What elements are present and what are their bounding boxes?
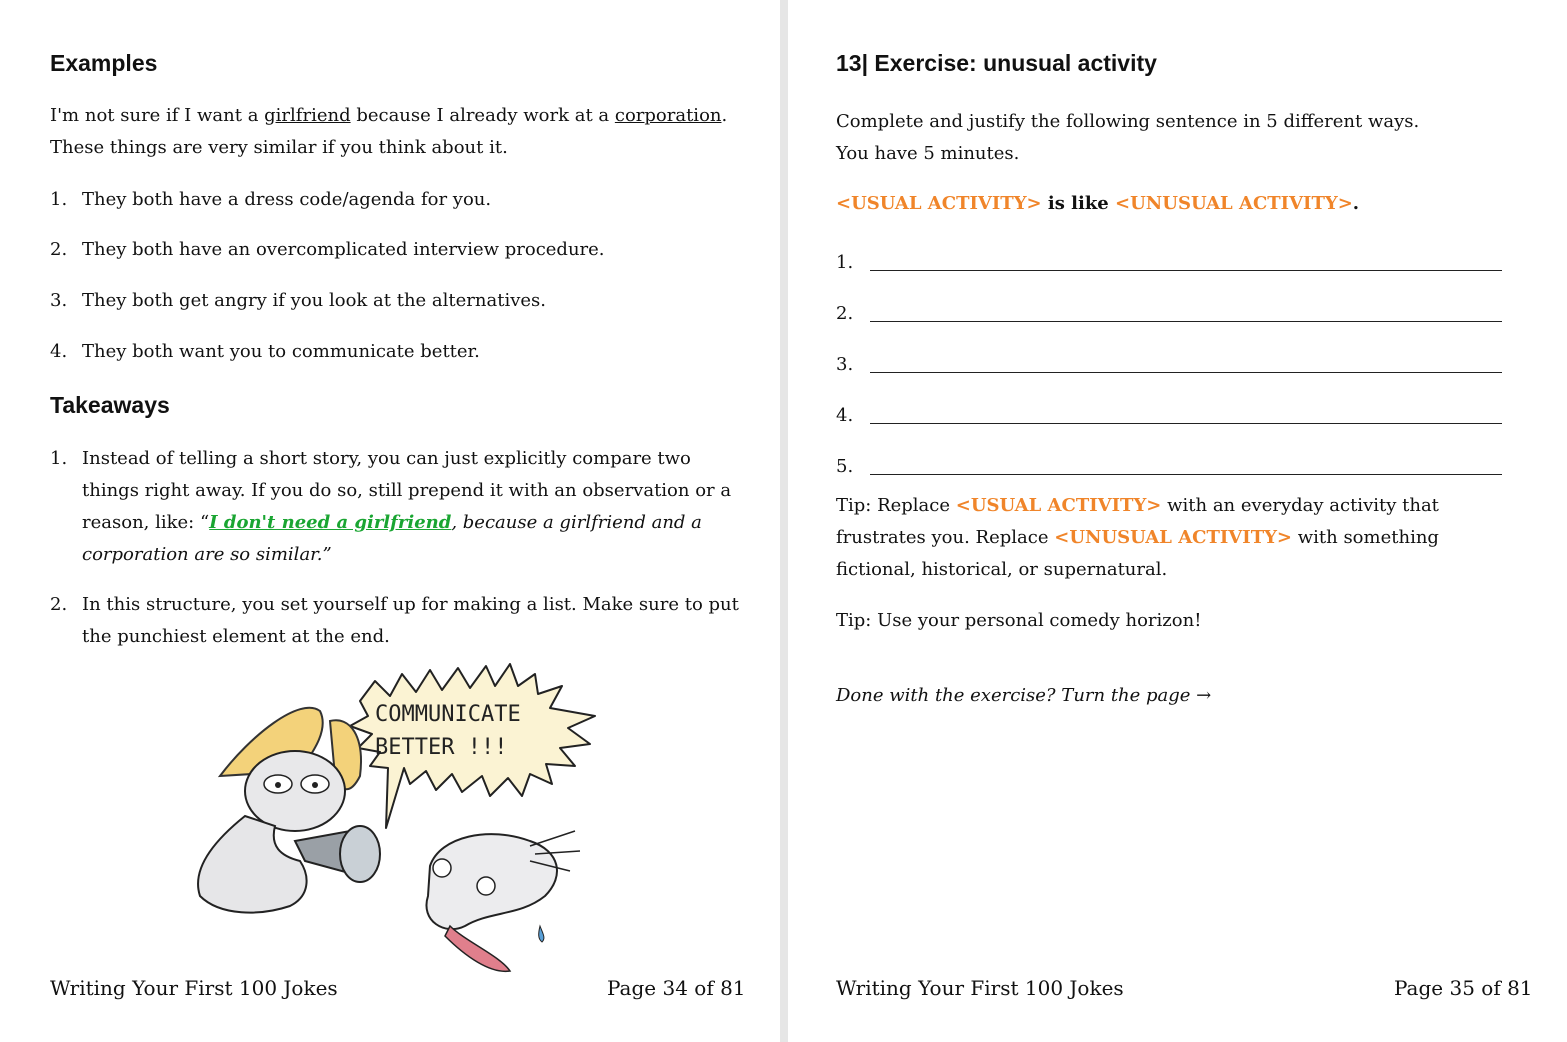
intro-text-mid: because I already work at a (350, 105, 615, 126)
tip1-line3: fictional, historical, or supernatural. (836, 559, 1168, 580)
tear-drop (539, 926, 544, 942)
tip1-text-mid: with an everyday activity that (1161, 495, 1439, 516)
list-text: They both get angry if you look at the alternatives. (82, 290, 547, 311)
list-number: 2. (50, 594, 68, 615)
template-connector: is like (1041, 193, 1116, 214)
takeaway1-line4: corporation are so similar.” (82, 544, 332, 565)
megaphone-bell (340, 826, 380, 882)
list-text (82, 589, 742, 653)
tip1-line2-end: with something (1292, 527, 1439, 548)
tip1-usual-activity: <USUAL ACTIVITY> (955, 495, 1162, 516)
speech-text-line1: COMMUNICATE (375, 702, 521, 727)
takeaway1-line3-rest: , because a girlfriend and a (451, 512, 702, 533)
list-text: They both have an overcomplicated interview procedure. (82, 239, 605, 260)
answer-number: 3. (836, 354, 854, 375)
example-item-3 (50, 285, 750, 317)
right-page (788, 0, 1567, 1042)
takeaway2-line1: In this structure, you set yourself up for making a list. Make sure to put (82, 594, 739, 615)
page-divider (780, 0, 788, 1042)
instruction-line1: Complete and justify the following sentence in 5 different ways. (836, 111, 1420, 132)
cartoon-illustration (190, 656, 610, 976)
speech-text-line2: BETTER !!! (375, 735, 508, 760)
character1-head (245, 751, 345, 831)
character2-eye-right (477, 877, 495, 895)
footer-page-number: Page 34 of 81 (607, 976, 746, 1000)
list-number: 1. (50, 448, 68, 469)
character2-eye-left (433, 859, 451, 877)
character1-pupil-left (275, 782, 281, 788)
takeaway1-line2: things right away. If you do so, still prepend it with an observation or a (82, 480, 732, 501)
tip1-text: Tip: Replace (836, 495, 956, 516)
answer-blank[interactable] (870, 423, 1502, 424)
intro-girlfriend: girlfriend (264, 105, 351, 126)
answer-blank[interactable] (870, 372, 1502, 373)
footer-title: Writing Your First 100 Jokes (836, 976, 1124, 1000)
character1-pupil-right (312, 782, 318, 788)
takeaway1-line3: reason, like: “ (82, 512, 210, 533)
takeaway-item-1 (50, 443, 750, 573)
answer-blank[interactable] (870, 474, 1502, 475)
footer-title: Writing Your First 100 Jokes (50, 976, 338, 1000)
answer-number: 5. (836, 456, 854, 477)
intro-line2: These things are very similar if you think about it. (50, 137, 508, 158)
intro-paragraph (50, 100, 727, 164)
footer-page-number: Page 35 of 81 (1394, 976, 1533, 1000)
list-number: 4. (50, 341, 68, 362)
list-number: 2. (50, 239, 68, 260)
intro-period: . (721, 105, 728, 126)
takeaway-item-2 (50, 589, 750, 655)
sentence-template (836, 188, 1359, 220)
tip-paragraph-1 (836, 490, 1536, 586)
tip1-line2: frustrates you. Replace (836, 527, 1055, 548)
list-text (82, 443, 742, 571)
exercise-heading: 13| Exercise: unusual activity (836, 50, 1157, 76)
takeaways-heading: Takeaways (50, 392, 170, 418)
tip-paragraph-2: Tip: Use your personal comedy horizon! (836, 610, 1202, 631)
intro-text: I'm not sure if I want a (50, 105, 265, 126)
template-unusual-activity: <UNUSUAL ACTIVITY> (1115, 193, 1353, 214)
list-text: They both want you to communicate better. (82, 341, 480, 362)
template-period: . (1352, 193, 1360, 214)
answer-blank[interactable] (870, 321, 1502, 322)
intro-corporation: corporation (614, 105, 722, 126)
answer-number: 2. (836, 303, 854, 324)
examples-heading: Examples (50, 50, 158, 76)
list-number: 3. (50, 290, 68, 311)
example-item-1 (50, 184, 750, 216)
character2-tongue (445, 926, 510, 971)
takeaway1-line1: Instead of telling a short story, you can just explicitly compare two (82, 448, 691, 469)
example-quote-link[interactable]: I don't need a girlfriend (209, 512, 452, 533)
exercise-instructions (836, 106, 1419, 170)
list-text: They both have a dress code/agenda for you. (82, 189, 492, 210)
turn-page-prompt[interactable]: Done with the exercise? Turn the page → (836, 685, 1212, 706)
tip1-unusual-activity: <UNUSUAL ACTIVITY> (1054, 527, 1293, 548)
example-item-2 (50, 234, 750, 266)
example-item-4 (50, 336, 750, 368)
instruction-line2: You have 5 minutes. (836, 143, 1020, 164)
answer-number: 4. (836, 405, 854, 426)
answer-blank[interactable] (870, 270, 1502, 271)
left-page (0, 0, 780, 1042)
answer-number: 1. (836, 252, 854, 273)
list-number: 1. (50, 189, 68, 210)
template-usual-activity: <USUAL ACTIVITY> (836, 193, 1042, 214)
takeaway2-line2: the punchiest element at the end. (82, 626, 390, 647)
